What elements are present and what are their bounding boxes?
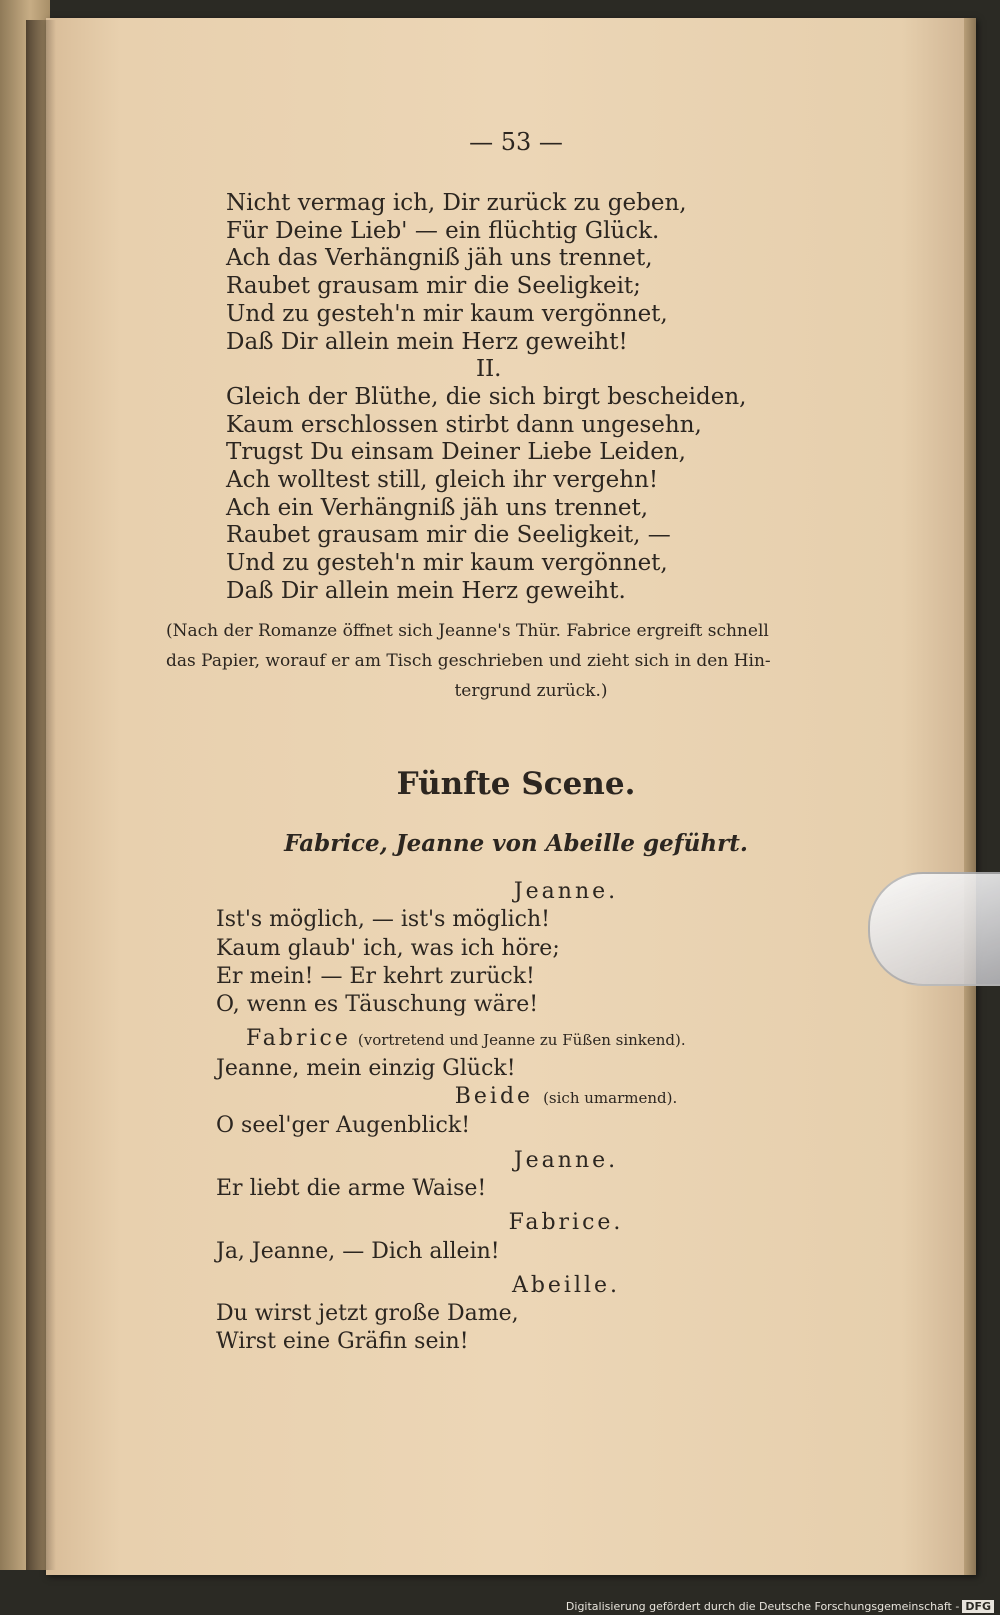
speaker-label: Abeille. (511, 1272, 621, 1298)
verse-line: Ach wolltest still, gleich ihr vergehn! (226, 467, 659, 494)
dialog-line: Du wirst jetzt große Dame, (216, 1301, 519, 1327)
speaker-name (216, 878, 916, 906)
verse-line: Trugst Du einsam Deiner Liebe Leiden, (226, 439, 686, 466)
digitization-footer (566, 1600, 994, 1613)
speaker-label: Beide (454, 1084, 534, 1110)
speaker-name (216, 1025, 916, 1054)
stage-direction-line: das Papier, worauf er am Tisch geschrieben und zieht sich in den Hin- (166, 651, 771, 671)
speaker-label: Fabrice (246, 1026, 351, 1052)
verse-line: Daß Dir allein mein Herz geweiht. (226, 577, 626, 604)
book-page (46, 18, 976, 1575)
page-text (46, 18, 976, 1575)
speaker-direction: (sich umarmend). (543, 1089, 678, 1108)
verse-line: Ach ein Verhängniß jäh uns trennet, (226, 494, 649, 521)
speaker-label: Jeanne. (513, 1147, 619, 1173)
speaker-label: Jeanne. (513, 879, 619, 904)
dialog-line: Kaum glaub' ich, was ich höre; (216, 935, 560, 961)
verse-line: Raubet grausam mir die Seeligkeit, — (226, 522, 671, 549)
scene-title: Fünfte Scene. (396, 766, 636, 802)
verse-line: Daß Dir allein mein Herz geweiht! (226, 328, 628, 355)
verse-line: Und zu gesteh'n mir kaum vergönnet, (226, 300, 668, 327)
speaker-name (216, 1272, 916, 1300)
speaker-direction: (vortretend und Jeanne zu Füßen sinkend). (357, 1031, 686, 1050)
verse-line: Für Deine Lieb' — ein flüchtig Glück. (226, 217, 660, 244)
dialog-line: Er liebt die arme Waise! (216, 1175, 487, 1201)
footer-text: Digitalisierung gefördert durch die Deutsche Forschungsgemeinschaft - (565, 1600, 960, 1613)
dialog (216, 878, 916, 1357)
verse-line: Und zu gesteh'n mir kaum vergönnet, (226, 550, 668, 577)
verse-line: Kaum erschlossen stirbt dann ungesehn, (226, 411, 702, 438)
dialog-line: Wirst eine Gräfin sein! (216, 1329, 469, 1355)
verse-line: Nicht vermag ich, Dir zurück zu geben, (226, 190, 687, 216)
scene-characters: Fabrice, Jeanne von Abeille geführt. (284, 830, 748, 857)
verse (226, 190, 746, 606)
plastic-clip (868, 872, 1000, 986)
spine-shadow (26, 20, 56, 1570)
verse-line: Raubet grausam mir die Seeligkeit; (226, 273, 641, 300)
stage-direction-line: tergrund zurück.) (454, 681, 608, 701)
stage-direction (166, 616, 896, 706)
verse-line: Gleich der Blüthe, die sich birgt bescheiden, (226, 383, 747, 410)
speaker-label: Fabrice. (508, 1210, 624, 1236)
verse-line: Ach das Verhängniß jäh uns trennet, (226, 245, 653, 272)
speaker-name (216, 1209, 916, 1237)
page-number: — 53 — (469, 128, 563, 156)
dialog-line: Er mein! — Er kehrt zurück! (216, 963, 535, 989)
stage-direction-line: (Nach der Romanze öffnet sich Jeanne's Thür. Fabrice ergreift schnell (166, 621, 769, 641)
speaker-name (216, 1083, 916, 1112)
dialog-line: Jeanne, mein einzig Glück! (216, 1055, 516, 1081)
dfg-logo: DFG (962, 1600, 994, 1613)
dialog-line: O, wenn es Täuschung wäre! (216, 992, 539, 1018)
stanza-numeral: II. (476, 356, 502, 383)
dialog-line: Ist's möglich, — ist's möglich! (216, 907, 550, 933)
dialog-line: O seel'ger Augenblick! (216, 1113, 471, 1139)
dialog-line: Ja, Jeanne, — Dich allein! (216, 1238, 500, 1264)
speaker-name (216, 1147, 916, 1175)
page-edge (964, 18, 976, 1575)
